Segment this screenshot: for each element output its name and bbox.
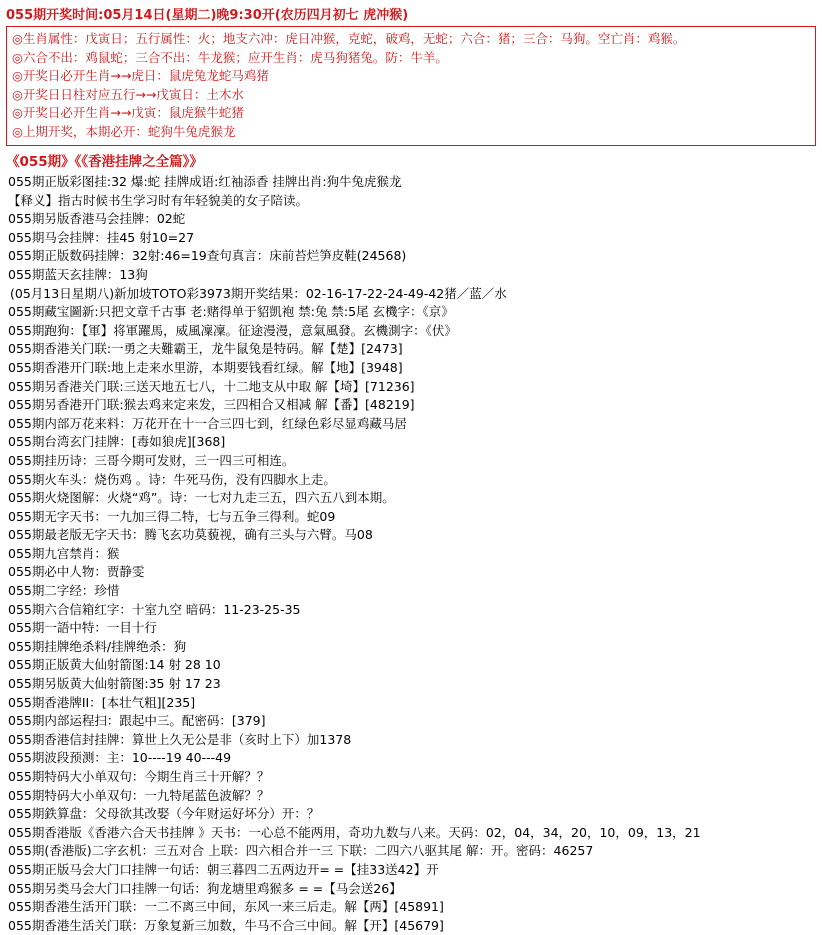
content-row: 055期挂历诗：三哥今期可发财，三一四三可相连。 xyxy=(8,452,295,468)
content-row: 055期必中人物：贾静雯 xyxy=(8,564,145,580)
content-row: 055期藏宝圖新:只把文章千古事 老:赌得单于貂凱袍 禁:兔 禁:5尾 玄機字：《京》 xyxy=(8,304,454,320)
content-row: 055期另香港关门联:三送天地五七八，十二地支从中取 解【埼】[71236] xyxy=(8,378,415,394)
content-row: 055期九宫禁肖：猴 xyxy=(8,545,120,561)
content-row: 055期香港开门联:地上走来水里游，本期要钱看红绿。解【地】[3948] xyxy=(8,359,403,375)
content-row: 055期鉄算盘：父母欲其改娶（今年财运好坏分）开：？ xyxy=(8,806,320,822)
content-row: 055期正版马会大门口挂牌一句话：朝三暮四二五两边开= =【挂33送42】开 xyxy=(8,861,439,877)
content-row: 055期波段预测：主：10----19 40---49 xyxy=(8,750,232,766)
content-row: 055期火车头：烧伤鸡 。诗：牛死马伤，没有四脚水上走。 xyxy=(8,471,336,487)
content-row: 055期马会挂牌：挂45 射10=27 xyxy=(8,229,195,245)
content-row: 055期特码大小单双句：一九特尾蓝色波解？？ xyxy=(8,787,270,803)
content-row: 055期特码大小单双句：今期生肖三十开解？？ xyxy=(8,769,270,784)
content-row: 055期另版黄大仙射箭图:35 射 17 23 xyxy=(8,676,221,692)
attributes-box xyxy=(6,26,816,146)
content-row: 055期挂牌绝杀料/挂牌绝杀：狗 xyxy=(8,638,187,654)
content-row: 055期另版香港马会挂牌：02蛇 xyxy=(8,211,186,227)
attribute-line: ◎上期开奖，本期必开：蛇狗牛兔虎猴龙 xyxy=(12,123,236,139)
attribute-line: ◎开奖日必开生肖→→虎日：鼠虎兔龙蛇马鸡猪 xyxy=(12,68,269,83)
content-row: (05月13日星期八)新加坡TOTO彩3973期开奖结果：02-16-17-22-24-49-42猪／蓝／水 xyxy=(10,285,507,301)
content-row: 055期香港信封挂牌：算世上久无公是非（亥时上下）加1378 xyxy=(8,731,352,747)
content-row: 055期六合信箱红字：十室九空 暗码：11-23-25-35 xyxy=(8,601,301,617)
content-row: 055期内部运程扫：跟起中三。配密码：[379] xyxy=(8,713,266,729)
content-row: 055期(香港版)二字玄机：三五对合 上联：四六相合并一三 下联：二四六八驱其尾 解：开。密码：46257 xyxy=(8,843,594,859)
content-row: 055期跑狗：【軍】将軍躍馬，威風凜凜。征途漫漫，意氣風發。玄機測字：《伏》 xyxy=(8,322,457,338)
attribute-line: ◎生肖属性：戊寅日；五行属性：火；地支六冲：虎日冲猴，克蛇，破鸡，无蛇；六合：猪；三合：马狗。空亡肖：鸡猴。 xyxy=(12,31,686,46)
attribute-line: ◎六合不出：鸡鼠蛇；三合不出：牛龙猴；应开生肖：虎马狗猪兔。防：牛羊。 xyxy=(12,49,448,65)
content-row: 055期蓝天玄挂牌：13狗 xyxy=(8,266,148,282)
content-row: 055期正版彩图挂:32 爆:蛇 挂牌成语:红袖添香 挂牌出肖:狗牛兔虎猴龙 xyxy=(8,174,402,189)
content-row: 055期正版黄大仙射箭图:14 射 28 10 xyxy=(8,657,221,673)
content-row: 055期一語中特：一目十行 xyxy=(8,620,157,636)
content-row: 055期香港生活开门联：一二不离三中间，东风一来三后走。解【两】[45891] xyxy=(8,899,444,915)
content-row: 055期火烧图解：火烧“鸡”。诗：一七对九走三五，四六五八到本期。 xyxy=(8,490,395,506)
content-row: 【释义】指古时候书生学习时有年轻貌美的女子陪读。 xyxy=(8,192,309,208)
content-row: 055期另类马会大门口挂牌一句话：狗龙塘里鸡猴多 = =【马会送26】 xyxy=(8,880,402,896)
attribute-line: ◎开奖日日柱对应五行→→戊寅日：土木水 xyxy=(12,86,244,102)
content-row: 055期另香港开门联:猴去鸡来定来发，三四相合又相减 解【番】[48219] xyxy=(8,397,415,413)
content-row: 055期内部万花来料：万花开在十一合三四七到，红绿色彩尽显鸡藏马居 xyxy=(8,415,407,431)
content-row: 055期最老版无字天书：腾飞玄功莫藐视，确有三头与六臂。马08 xyxy=(8,527,373,543)
page-title: 055期开奖时间:05月14日(星期二)晚9:30开(农历四月初七 虎冲猴) xyxy=(6,8,409,23)
section-title: 《055期》《《香港挂牌之全篇》》 xyxy=(6,154,203,170)
attribute-line: ◎开奖日必开生肖→→戊寅：鼠虎猴牛蛇猪 xyxy=(12,105,244,120)
content-row: 055期无字天书：一九加三得二特，七与五争三得利。蛇09 xyxy=(8,508,336,524)
content-row: 055期香港牌II：[本壮气粗][235] xyxy=(8,694,196,710)
content-row: 055期香港生活关门联：万象复新三加数，牛马不合三中间。解【开】[45679] xyxy=(8,917,444,933)
content-row: 055期香港版《香港六合天书挂牌 》天书：一心总不能两用，奇功九数与八来。天码：02，04，34，20，10，09，13，21 xyxy=(8,824,701,840)
content-row: 055期香港关门联:一勇之夫難霸王，龙牛鼠兔是特码。解【楚】[2473] xyxy=(8,341,403,357)
content-row: 055期台湾玄门挂牌：[毒如狼虎][368] xyxy=(8,434,226,450)
content-row: 055期二字经：珍惜 xyxy=(8,583,120,599)
content-rows xyxy=(6,173,816,935)
content-row: 055期正版数码挂牌：32射:46=19查句真言：床前苔烂笋皮鞋(24568) xyxy=(8,248,407,264)
